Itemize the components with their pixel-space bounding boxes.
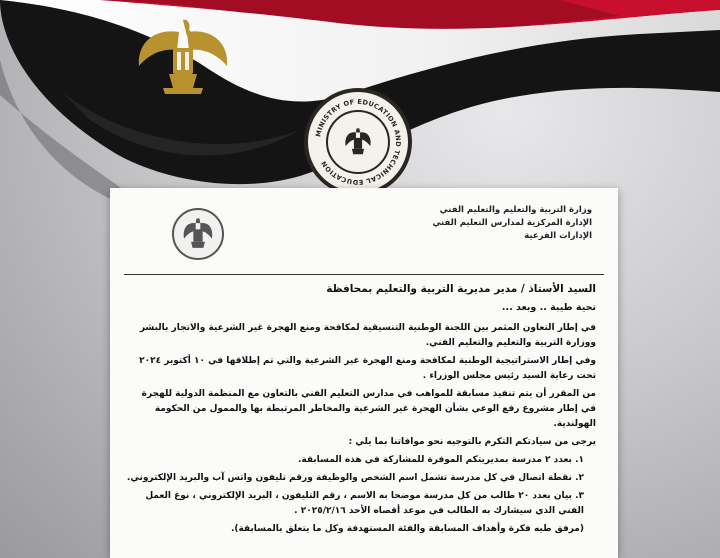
seal-center (326, 110, 390, 174)
header-line: الإدارة المركزية لمدارس التعليم الفني (432, 218, 592, 228)
greeting: تحية طيبة .. وبعد ... (501, 302, 596, 313)
list-item: ٢. نقطة اتصال في كل مدرسة تشمل اسم الشخص والوظيفة ورقم تليفون واتس آب والبريد الإلكتروني. (126, 473, 584, 483)
letter-body (126, 282, 596, 540)
seal-ring-label: MINISTRY OF EDUCATION AND TECHNICAL EDUCATION (314, 97, 403, 187)
list-item: ١. بعدد ٢ مدرسة بمديريتكم الموفرة للمشاركة في هذه المسابقة. (297, 455, 584, 465)
body-paragraph: وفي إطار الاستراتيجية الوطنية لمكافحة ومنع الهجرة غير الشرعية والتي تم إطلاقها في ١٠ أكتوبر ٢٠٢٤ تحت رعاية السيد رئيس مجلس الوزراء . (139, 356, 596, 381)
body-paragraph: من المقرر أن يتم تنفيذ مسابقة للمواهب في مدارس التعليم الفني بالتعاون مع المنظمة الدولية للهجرة في إطار مشروع رفع الوعي بشأن الهجرة غير الشرعية والمخاطر المرتبطة بها والممول من الحكومة الهولندية. (141, 389, 596, 429)
ministry-seal (304, 88, 412, 196)
official-letter (110, 188, 618, 558)
request-list (126, 453, 596, 537)
seal-eagle-icon (343, 127, 373, 157)
header-line: الإدارات الفرعية (524, 231, 592, 241)
list-item: ٣. بيان بعدد ٢٠ طالب من كل مدرسة موضحا به الاسم ، رقم التليفون ، البريد الإلكتروني ، نوع العمل الفني الذي سيشارك به الطالب في موعد أقصاه الأحد ٢٠٢٥/٢/١٦ . (145, 491, 584, 516)
letter-seal-logo-icon (172, 208, 224, 260)
list-item: (مرفق طيه فكرة وأهداف المسابقة والفئة المستهدفة وكل ما يتعلق بالمسابقة). (230, 524, 584, 534)
salutation: السيد الأستاذ / مدير مديرية التربية والتعليم بمحافظة (326, 283, 596, 295)
header-line: وزارة التربية والتعليم والتعليم الفني (439, 205, 592, 215)
body-paragraph: في إطار التعاون المثمر بين اللجنة الوطنية التنسيقية لمكافحة ومنع الهجرة غير الشرعية والاتجار بالبشر ووزارة التربية والتعليم والتعليم الفني. (139, 323, 596, 348)
header-divider (124, 274, 604, 275)
body-paragraph: يرجى من سيادتكم التكرم بالتوجيه نحو موافاتنا بما يلي : (348, 437, 596, 447)
letter-header (372, 204, 592, 243)
